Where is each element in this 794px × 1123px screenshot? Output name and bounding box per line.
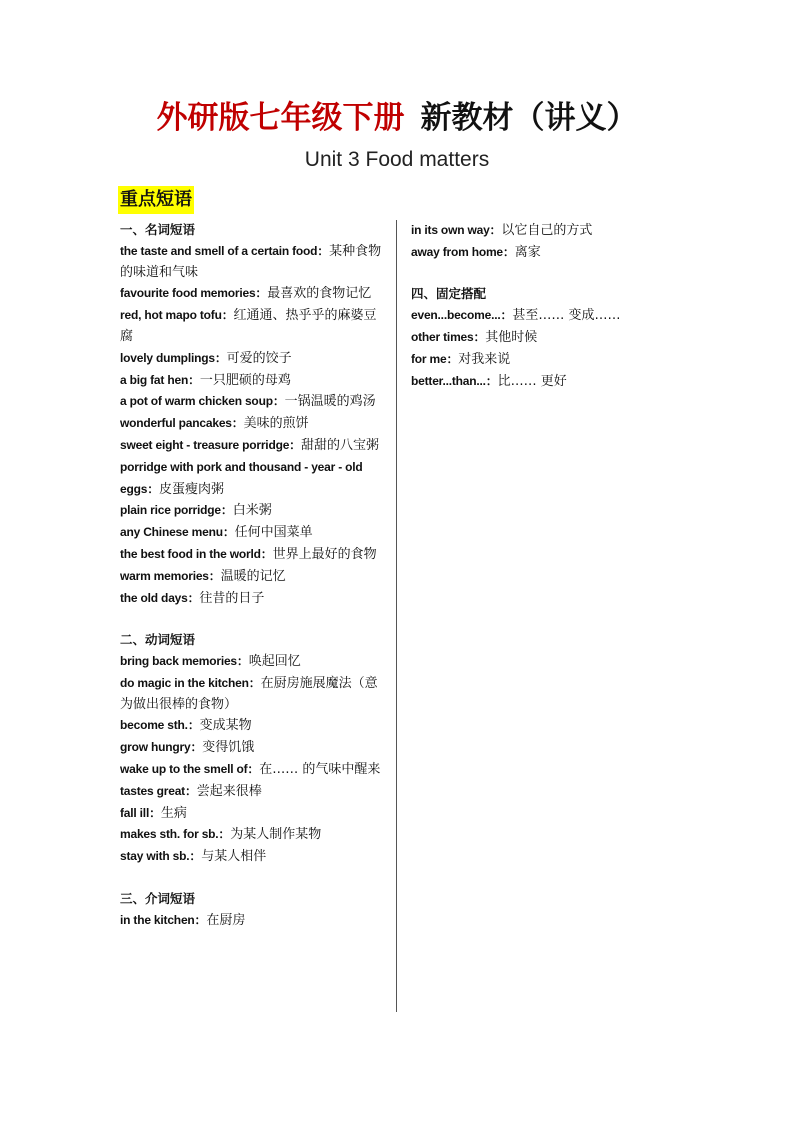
phrase-entry xyxy=(120,283,386,305)
phrase-chinese: 在厨房 xyxy=(206,912,246,928)
phrase-entry xyxy=(120,910,386,932)
phrase-chinese: 对我来说 xyxy=(458,351,511,367)
phrase-english: wonderful pancakes： xyxy=(120,416,244,431)
phrase-english: plain rice porridge： xyxy=(120,503,233,518)
phrase-chinese: 一锅温暖的鸡汤 xyxy=(284,394,376,410)
page-title xyxy=(0,96,794,140)
phrase-entry xyxy=(120,522,386,544)
phrase-entry xyxy=(120,673,386,716)
phrase-english: a pot of warm chicken soup： xyxy=(120,394,285,409)
phrase-entry xyxy=(120,348,386,370)
phrase-entry xyxy=(120,715,386,737)
phrase-english: in the kitchen： xyxy=(120,912,207,927)
phrase-entry xyxy=(120,737,386,759)
phrase-entry xyxy=(411,220,651,242)
phrase-chinese: 与某人相伴 xyxy=(201,849,267,865)
phrase-chinese: 甜甜的八宝粥 xyxy=(300,437,379,453)
column-divider xyxy=(396,220,397,1012)
phrase-chinese: 唤起回忆 xyxy=(248,653,301,669)
phrase-entry xyxy=(120,824,386,846)
unit-subtitle: Unit 3 Food matters xyxy=(304,148,490,171)
phrase-entry xyxy=(120,588,386,610)
phrase-english: other times： xyxy=(411,329,486,344)
phrase-chinese: 甚至…… 变成…… xyxy=(512,308,621,324)
phrase-english: better...than...： xyxy=(411,373,498,388)
phrase-english: become sth.： xyxy=(120,718,200,733)
phrase-chinese: 一只肥硕的母鸡 xyxy=(199,372,291,388)
phrase-entry xyxy=(120,457,386,501)
phrase-chinese: 可爱的饺子 xyxy=(226,350,292,366)
phrase-chinese: 为某人制作某物 xyxy=(230,827,322,843)
phrase-chinese: 往昔的日子 xyxy=(199,590,265,606)
phrase-entry xyxy=(120,651,386,673)
phrase-english: away from home： xyxy=(411,244,515,259)
phrase-entry xyxy=(120,500,386,522)
phrase-entry xyxy=(120,781,386,803)
phrase-english: lovely dumplings： xyxy=(120,350,227,365)
phrase-entry xyxy=(120,759,386,781)
phrase-chinese: 变得饥饿 xyxy=(202,740,255,756)
phrase-english: makes sth. for sb.： xyxy=(120,827,231,842)
right-column xyxy=(411,220,651,392)
prep-phrases-cont-list xyxy=(411,220,651,264)
title-red-part: 外研版七年级下册 xyxy=(156,100,405,136)
phrase-chinese: 世界上最好的食物 xyxy=(272,546,377,562)
noun-phrases-list xyxy=(120,241,386,610)
phrase-english: tastes great： xyxy=(120,783,197,798)
phrase-chinese: 某种食物的味道和气味 xyxy=(120,243,382,280)
phrase-english: porridge with pork and thousand - year - old eggs： xyxy=(120,459,363,496)
left-column xyxy=(120,220,386,931)
phrase-english: the taste and smell of a certain food： xyxy=(120,243,330,258)
phrase-english: wake up to the smell of： xyxy=(120,761,260,776)
phrase-entry xyxy=(411,242,651,264)
fixed-phrases-list xyxy=(411,305,651,392)
phrase-english: in its own way： xyxy=(411,223,502,237)
noun-phrases-heading: 一、名词短语 xyxy=(120,222,196,237)
spacer xyxy=(120,609,386,630)
phrase-chinese: 最喜欢的食物记忆 xyxy=(267,286,372,302)
prep-phrases-heading: 三、介词短语 xyxy=(120,890,196,906)
phrase-entry xyxy=(120,241,386,284)
phrase-english: the old days： xyxy=(120,590,200,605)
phrase-chinese: 白米粥 xyxy=(232,503,272,519)
phrase-english: any Chinese menu： xyxy=(120,525,235,540)
phrase-english: fall ill： xyxy=(120,805,161,820)
key-phrases-heading: 重点短语 xyxy=(118,186,194,214)
phrase-chinese: 其他时候 xyxy=(485,329,538,345)
phrase-english: a big fat hen： xyxy=(120,372,200,387)
phrase-entry xyxy=(120,846,386,868)
phrase-english: bring back memories： xyxy=(120,653,249,668)
phrase-entry xyxy=(120,413,386,435)
phrase-entry xyxy=(411,349,651,371)
phrase-english: even...become...： xyxy=(411,308,513,323)
phrase-english: grow hungry： xyxy=(120,740,203,755)
phrase-entry xyxy=(120,370,386,392)
phrase-english: for me： xyxy=(411,351,459,366)
phrase-entry xyxy=(411,371,651,393)
phrase-chinese: 尝起来很棒 xyxy=(196,783,262,799)
phrase-entry xyxy=(120,435,386,457)
phrase-chinese: 离家 xyxy=(514,244,541,260)
title-black-part: 新教材（讲义） xyxy=(420,100,638,136)
phrase-entry xyxy=(120,803,386,825)
phrase-chinese: 皮蛋瘦肉粥 xyxy=(159,481,225,497)
spacer xyxy=(411,264,651,285)
spacer xyxy=(120,868,386,889)
phrase-entry xyxy=(120,566,386,588)
phrase-entry xyxy=(411,305,651,327)
phrase-english: warm memories： xyxy=(120,568,221,583)
phrase-english: sweet eight - treasure porridge： xyxy=(120,437,301,452)
phrase-chinese: 以它自己的方式 xyxy=(501,223,593,238)
phrase-english: stay with sb.： xyxy=(120,849,202,864)
fixed-phrases-heading: 四、固定搭配 xyxy=(411,286,487,302)
phrase-chinese: 比…… 更好 xyxy=(497,373,567,389)
phrase-english: red, hot mapo tofu： xyxy=(120,308,234,323)
verb-phrases-heading: 二、动词短语 xyxy=(120,632,196,648)
phrase-english: favourite food memories： xyxy=(120,286,268,301)
prep-phrases-list xyxy=(120,910,386,932)
phrase-chinese: 美味的煎饼 xyxy=(243,416,309,432)
phrase-entry xyxy=(120,544,386,566)
phrase-chinese: 生病 xyxy=(160,805,187,821)
phrase-entry xyxy=(120,305,386,348)
phrase-entry xyxy=(411,327,651,349)
phrase-chinese: 温暖的记忆 xyxy=(220,568,286,584)
phrase-entry xyxy=(120,391,386,413)
phrase-chinese: 在厨房施展魔法（意为做出很棒的食物） xyxy=(120,675,378,712)
phrase-chinese: 在…… 的气味中醒来 xyxy=(259,761,381,777)
verb-phrases-list xyxy=(120,651,386,868)
phrase-chinese: 变成某物 xyxy=(199,718,252,734)
phrase-english: the best food in the world： xyxy=(120,546,273,561)
phrase-english: do magic in the kitchen： xyxy=(120,675,261,690)
phrase-chinese: 任何中国菜单 xyxy=(234,525,313,541)
phrase-chinese: 红通通、热乎乎的麻婆豆腐 xyxy=(120,308,377,344)
